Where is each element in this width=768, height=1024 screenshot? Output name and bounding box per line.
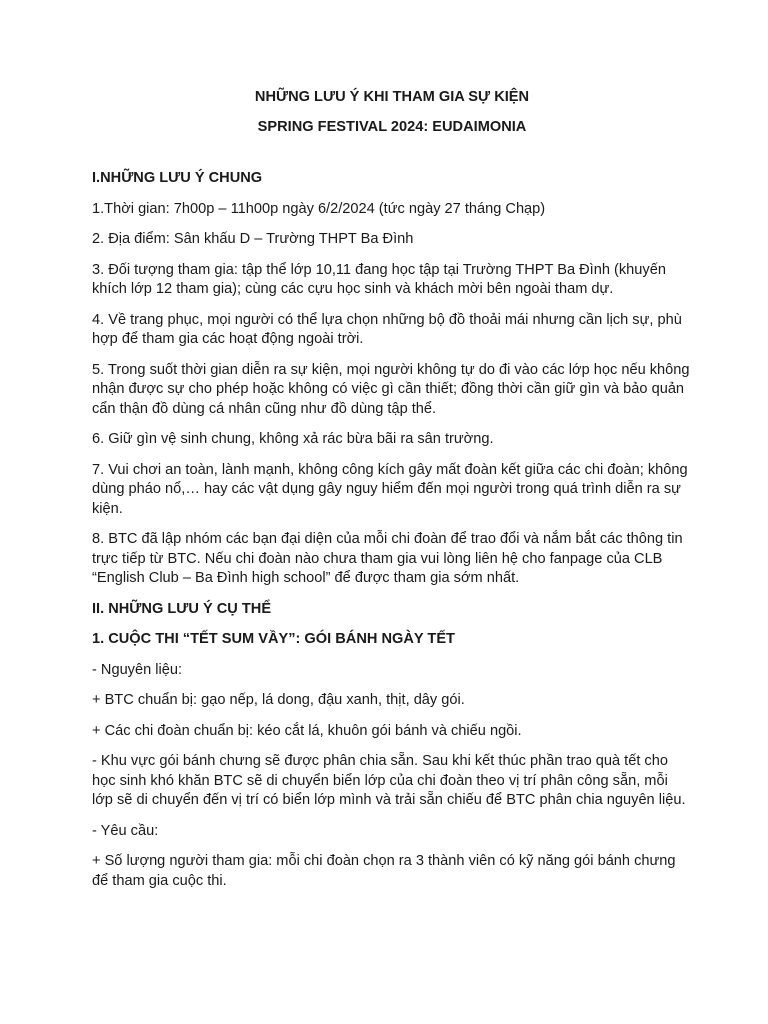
section-heading-specific: II. NHỮNG LƯU Ý CỤ THỂ xyxy=(92,600,272,617)
general-item-time: 1.Thời gian: 7h00p – 11h00p ngày 6/2/2024 (tức ngày 27 tháng Chạp) xyxy=(92,200,546,217)
contest-heading: 1. CUỘC THI “TẾT SUM VẦY”: GÓI BÁNH NGÀY TẾT xyxy=(92,631,455,647)
general-item-classroom-access: 5. Trong suốt thời gian diễn ra sự kiện, mọi người không tự do đi vào các lớp học nếu không nhận được sự cho phép hoặc không có việc gì cần thiết; đồng thời cần giữ gìn và bảo quản cẩn thận đồ dùng cá nhân cũng như đồ dùng tập thể. xyxy=(92,361,690,417)
area-arrangement: - Khu vực gói bánh chưng sẽ được phân chia sẵn. Sau khi kết thúc phần trao quà tết cho học sinh khó khăn BTC sẽ di chuyển biển lớp của chi đoàn theo vị trí phân công sẵn, mỗi lớp sẽ di chuyển đến vị trí có biển lớp mình và trải sẵn chiếu để BTC phân chia nguyên liệu. xyxy=(92,753,686,808)
ingredients-btc: + BTC chuẩn bị: gạo nếp, lá dong, đậu xanh, thịt, dây gói. xyxy=(92,692,465,708)
general-item-dress-code: 4. Về trang phục, mọi người có thể lựa chọn những bộ đồ thoải mái nhưng cần lịch sự, phù hợp để tham gia các hoạt động ngoài trời. xyxy=(92,311,682,347)
requirements-label: - Yêu cầu: xyxy=(92,822,159,839)
general-item-participants: 3. Đối tượng tham gia: tập thể lớp 10,11 đang học tập tại Trường THPT Ba Đình (khuyến khích lớp 12 tham gia); cùng các cựu học sinh và khách mời bên ngoài tham dự. xyxy=(92,261,666,297)
general-item-location: 2. Địa điểm: Sân khấu D – Trường THPT Ba Đình xyxy=(92,231,414,247)
ingredients-label: - Nguyên liệu: xyxy=(92,661,183,678)
document-subtitle: SPRING FESTIVAL 2024: EUDAIMONIA xyxy=(257,118,527,135)
general-item-contact: 8. BTC đã lập nhóm các bạn đại diện của mỗi chi đoàn để trao đổi và nắm bắt các thông tin trực tiếp từ BTC. Nếu chi đoàn nào chưa tham gia vui lòng liên hệ cho fanpage của CLB “English Club – Ba Đình high school” để được tham gia sớm nhất. xyxy=(92,531,683,586)
general-item-safety: 7. Vui chơi an toàn, lành mạnh, không công kích gây mất đoàn kết giữa các chi đoàn; không dùng pháo nổ,… hay các vật dụng gây nguy hiểm đến mọi người trong quá trình diễn ra sự kiện. xyxy=(92,461,688,517)
document-title: NHỮNG LƯU Ý KHI THAM GIA SỰ KIỆN xyxy=(254,89,530,105)
requirement-participants: + Số lượng người tham gia: mỗi chi đoàn chọn ra 3 thành viên có kỹ năng gói bánh chưng để tham gia cuộc thi. xyxy=(92,853,676,889)
ingredients-classes: + Các chi đoàn chuẩn bị: kéo cắt lá, khuôn gói bánh và chiếu ngồi. xyxy=(92,722,522,739)
general-item-hygiene: 6. Giữ gìn vệ sinh chung, không xả rác bừa bãi ra sân trường. xyxy=(92,431,494,447)
section-heading-general: I.NHỮNG LƯU Ý CHUNG xyxy=(92,170,263,186)
document-content xyxy=(92,88,692,902)
